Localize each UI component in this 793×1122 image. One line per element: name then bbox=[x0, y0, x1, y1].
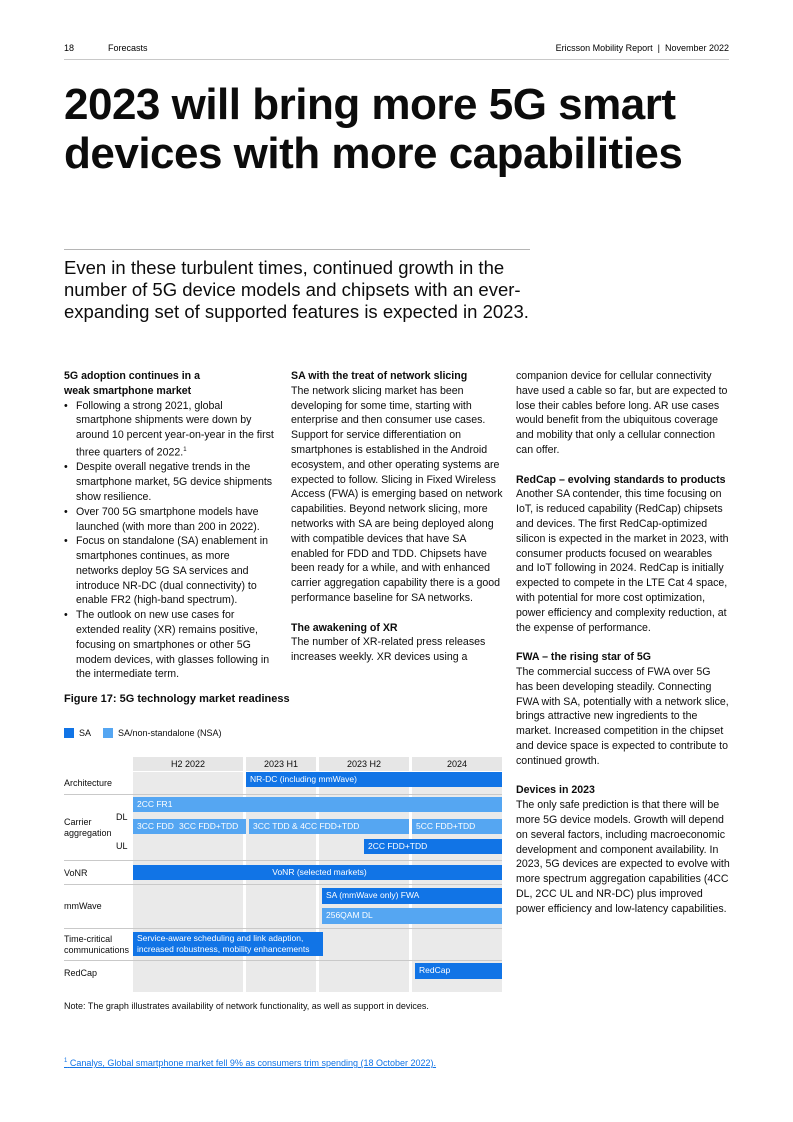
bar-ul-2cc: 2CC FDD+TDD bbox=[364, 839, 502, 854]
row-label-carrier-aggregation bbox=[64, 817, 112, 839]
header-rule bbox=[64, 59, 729, 60]
title-line-2: devices with more capabilities bbox=[64, 129, 683, 178]
col2-heading-slicing: SA with the treat of network slicing bbox=[291, 370, 468, 382]
footnote-text[interactable]: Canalys, Global smartphone market fell 9% as consumers trim spending (18 October 2022). bbox=[69, 1058, 437, 1068]
row-divider bbox=[64, 960, 502, 961]
lead-paragraph: Even in these turbulent times, continued growth in the number of 5G device models and chipsets with an ever-expanding set of supported features is expected in 2023. bbox=[64, 257, 529, 322]
col1-heading-line2: weak smartphone market bbox=[64, 384, 192, 397]
bar-3cc-tdd-4cc: 3CC TDD & 4CC FDD+TDD bbox=[249, 819, 409, 834]
bar-time-critical bbox=[133, 932, 323, 956]
col3-heading-devices: Devices in 2023 bbox=[516, 784, 595, 797]
row-label-vonr: VoNR bbox=[64, 868, 88, 878]
row-divider bbox=[64, 884, 502, 885]
row-label-architecture: Architecture bbox=[64, 778, 113, 788]
title-line-1: 2023 will bring more 5G smart bbox=[64, 80, 676, 129]
legend-sa-swatch bbox=[64, 728, 74, 738]
list-item: • The outlook on new use cases for extended reality (XR) remains positive, focusing on smartphones or other 5G modem devices, with glasses following in the intermediate term. bbox=[64, 608, 274, 682]
footnote-link[interactable] bbox=[64, 1058, 436, 1068]
row-divider bbox=[64, 928, 502, 929]
row-label-redcap: RedCap bbox=[64, 968, 98, 978]
row-label-line: Carrier bbox=[64, 817, 92, 827]
bar-256qam: 256QAM DL bbox=[322, 908, 502, 924]
bar-redcap: RedCap bbox=[415, 963, 502, 979]
lead-separator bbox=[64, 249, 530, 250]
column-3 bbox=[516, 369, 730, 916]
bar-text-line: increased robustness, mobility enhancements bbox=[137, 944, 310, 954]
row-divider bbox=[64, 794, 502, 795]
bar-vonr: VoNR (selected markets) bbox=[133, 865, 502, 880]
report-name: Ericsson Mobility Report | November 2022 bbox=[555, 43, 729, 53]
footnote-number: 1 bbox=[64, 1058, 68, 1064]
bar-sa-mmwave: SA (mmWave only) FWA bbox=[322, 888, 502, 904]
legend-nsa-swatch bbox=[103, 728, 113, 738]
period-header: 2023 H1 bbox=[246, 757, 316, 771]
list-item: • Over 700 5G smartphone models have launched (with more than 200 in 2022). bbox=[64, 505, 274, 535]
row-divider bbox=[64, 860, 502, 861]
row-label-line: aggregation bbox=[64, 828, 112, 838]
list-item bbox=[64, 399, 274, 461]
legend-nsa bbox=[103, 728, 222, 738]
column-1 bbox=[64, 369, 274, 682]
col3-heading-redcap: RedCap – evolving standards to products bbox=[516, 473, 726, 486]
row-label-line: communications bbox=[64, 945, 130, 955]
row-label-line: Time-critical bbox=[64, 934, 113, 944]
bullet-text: Following a strong 2021, global smartphone shipments were down by around 10 percent year-on-year in the first three quarters of 2022. bbox=[76, 399, 274, 459]
bar-5cc: 5CC FDD+TDD bbox=[412, 819, 502, 834]
col3-paragraph-fwa: The commercial success of FWA over 5G has been developing steadily. Connecting FWA with SA, potentially with a network slice, brings attractive new ingredients to the market. Increased competition in the chipset and device space is expected to contribute to continued growth. bbox=[516, 665, 729, 767]
bar-3cc-fdd-tdd: 3CC FDD+TDD bbox=[175, 819, 246, 834]
legend-nsa-label: SA/non-standalone (NSA) bbox=[118, 728, 222, 738]
page-number: 18 bbox=[64, 43, 75, 53]
period-header: H2 2022 bbox=[133, 757, 243, 771]
bar-2cc-fr1: 2CC FR1 bbox=[133, 797, 502, 812]
row-label-mmwave: mmWave bbox=[64, 901, 102, 911]
row-sublabel-ul: UL bbox=[116, 841, 128, 851]
col2-heading-xr: The awakening of XR bbox=[291, 621, 398, 634]
list-item: • Despite overall negative trends in the smartphone market, 5G device shipments show resilience. bbox=[64, 460, 274, 504]
col1-heading bbox=[64, 369, 274, 399]
page-title bbox=[64, 80, 744, 178]
col1-heading-line1: 5G adoption continues in a bbox=[64, 370, 200, 382]
col2-paragraph-xr: The number of XR-related press releases increases weekly. XR devices using a bbox=[291, 636, 486, 664]
legend-sa bbox=[64, 728, 91, 738]
col3-heading-fwa: FWA – the rising star of 5G bbox=[516, 651, 651, 664]
bar-3cc-fdd: 3CC FDD bbox=[133, 819, 175, 834]
column-2 bbox=[291, 369, 505, 665]
section-name: Forecasts bbox=[108, 43, 148, 53]
list-item: • Focus on standalone (SA) enablement in smartphones continues, as more networks deploy 5G SA services and introduce NR-DC (dual connectivity) to enable FR2 (high-band spectrum). bbox=[64, 534, 274, 608]
bar-text-line: Service-aware scheduling and link adaption, bbox=[137, 933, 304, 943]
col3-paragraph-devices: The only safe prediction is that there will be more 5G device models. Growth will depend on several factors, including macroeconomic development and component availability. In 2023, 5G devices are expected to evolve with more spectrum aggregation capabilities (4CC DL, 2CC UL and NR-DC) plus improved power efficiency and low-latency capabilities. bbox=[516, 799, 730, 915]
row-sublabel-dl: DL bbox=[116, 812, 128, 822]
col2-paragraph-slicing: The network slicing market has been developing for some time, starting with enterprise and then consumer use cases. Support for service differentiation on smartphones is established in the Android ecosystem, and other operating systems are expected to follow. Slicing in Fixed Wireless Access (FWA) is emerging based on network capabilities. Beyond network slicing, more networks with SA are being deployed along with compatible devices that have SA enabled for FDD and TDD. Chipsets have been ready for a while, and with enhanced carrier aggregation capability there is a good performance baseline for SA networks. bbox=[291, 384, 503, 604]
col3-paragraph-xr-cont: companion device for cellular connectivity have used a cable so far, but are expected to lose their cables before long. AR use cases would benefit from the ubiquitous coverage and mobility that only a cellular connection can offer. bbox=[516, 370, 728, 456]
bar-nr-dc: NR-DC (including mmWave) bbox=[246, 772, 502, 787]
footnote-ref[interactable]: 1 bbox=[183, 446, 187, 453]
period-header: 2024 bbox=[412, 757, 502, 771]
row-label-time-critical bbox=[64, 934, 129, 956]
period-header: 2023 H2 bbox=[319, 757, 409, 771]
figure-title: Figure 17: 5G technology market readiness bbox=[64, 693, 290, 705]
legend-sa-label: SA bbox=[79, 728, 92, 738]
col1-bullet-list bbox=[64, 399, 274, 683]
figure-note: Note: The graph illustrates availability of network functionality, as well as support in devices. bbox=[64, 1001, 429, 1011]
col3-paragraph-redcap: Another SA contender, this time focusing on IoT, is reduced capability (RedCap) chipsets and devices. The first RedCap-optimized silicon is expected in the market in 2023, with consumer products focused on wearables and IoT following in 2024. RedCap is initially expected to compete in the LTE Cat 4 space, with potential for more cost optimization, power efficiency and complexity reduction, at the expense of performance. bbox=[516, 488, 729, 634]
